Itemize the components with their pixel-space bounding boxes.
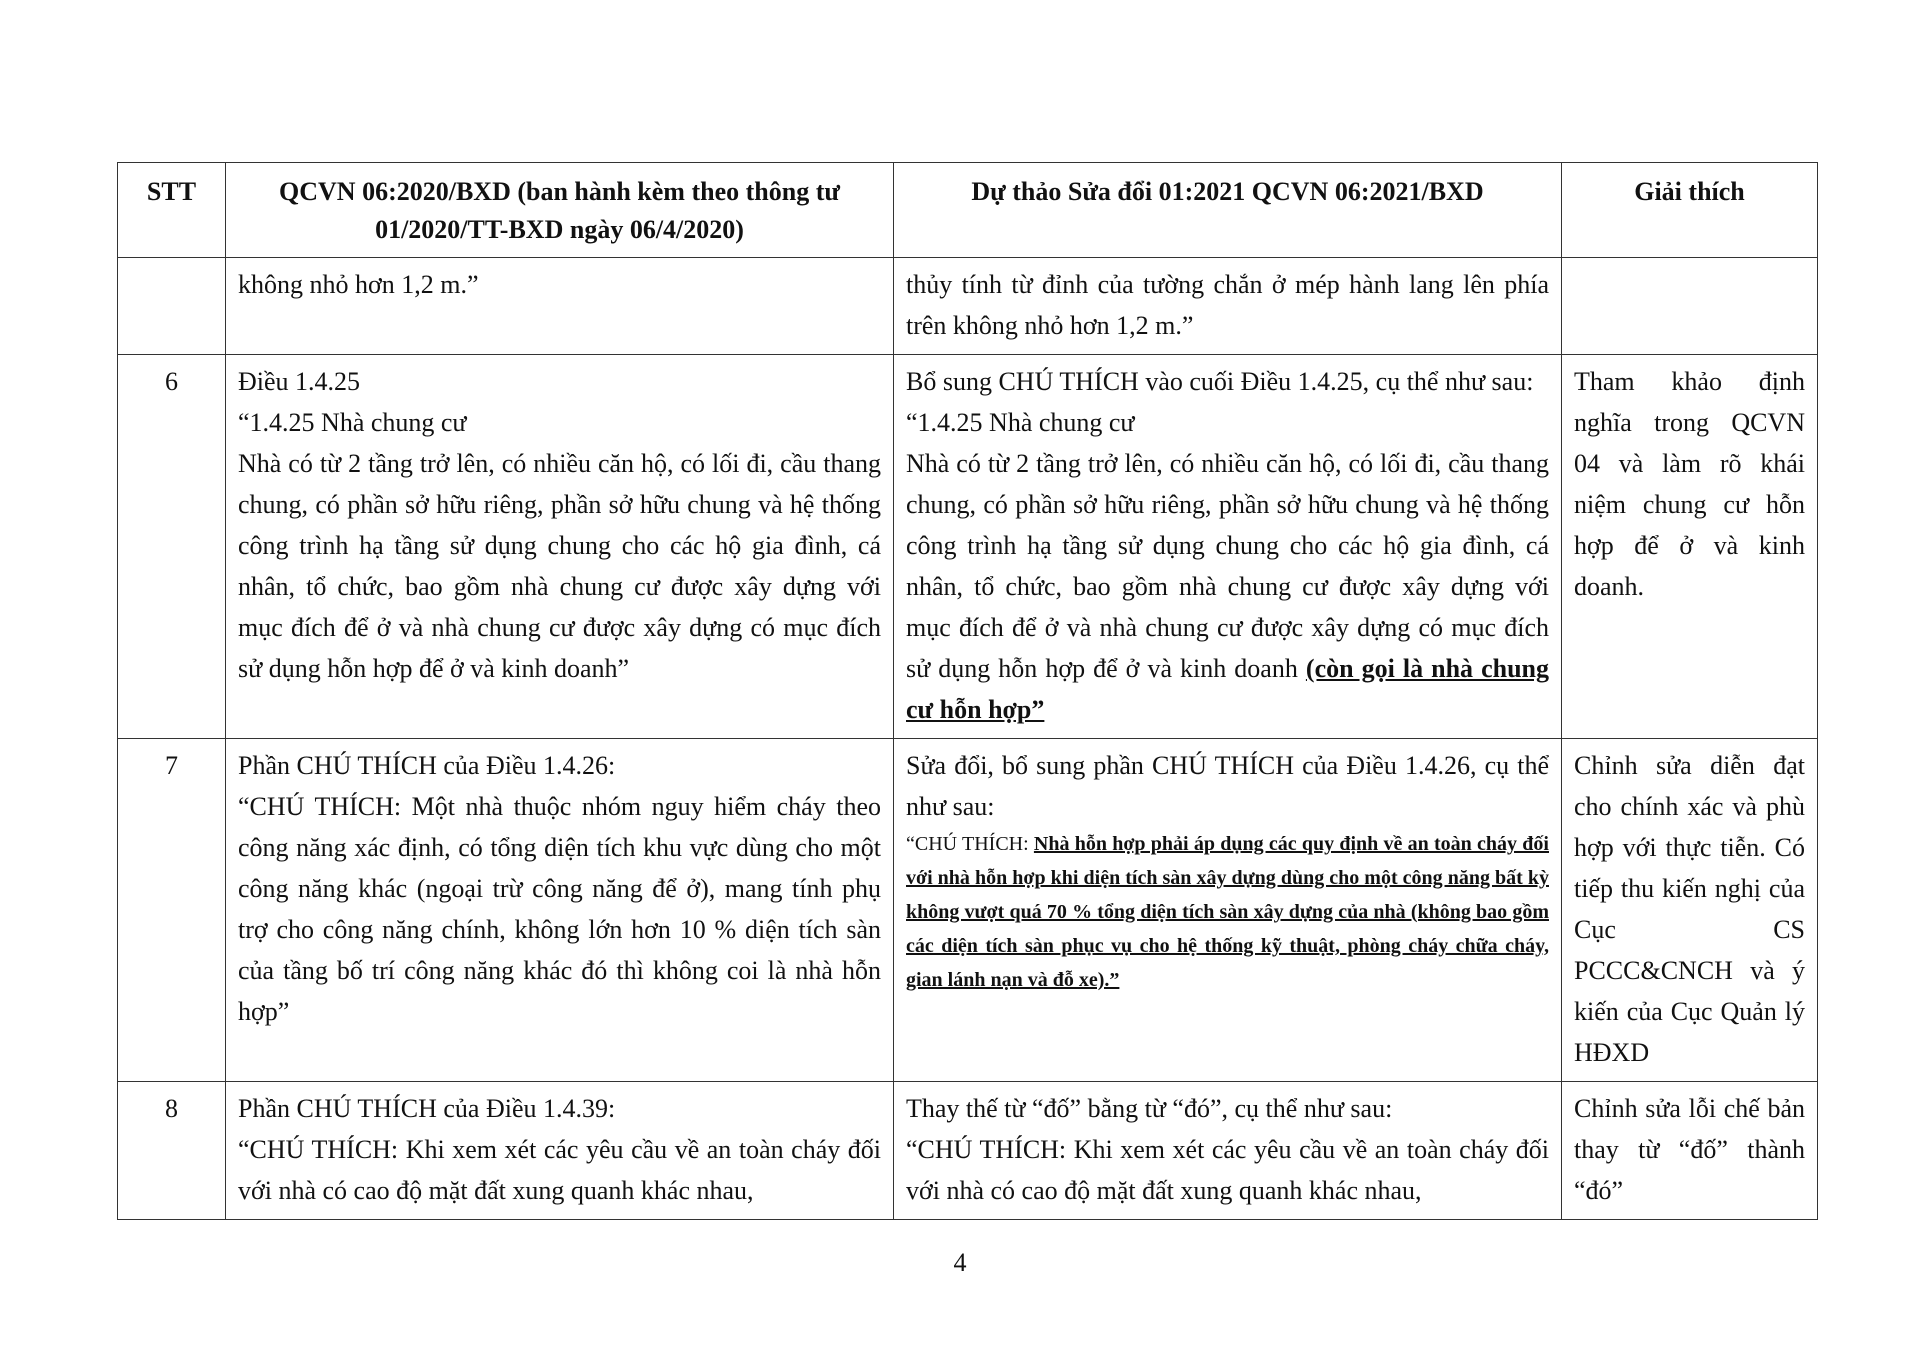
stt-cell <box>118 258 226 355</box>
table-row <box>118 258 1818 355</box>
old-text-cell <box>226 355 894 739</box>
note-cell <box>1562 355 1818 739</box>
note-text: Tham khảo định nghĩa trong QCVN 04 và làm rõ khái niệm chung cư hỗn hợp để ở và kinh doanh. <box>1574 367 1805 601</box>
old-text-cell <box>226 258 894 355</box>
note-cell <box>1562 739 1818 1082</box>
new-text-para <box>906 827 1549 997</box>
old-text-para: không nhỏ hơn 1,2 m.” <box>238 270 479 299</box>
table-header-row <box>118 163 1818 258</box>
stt-cell: 6 <box>118 355 226 739</box>
old-text-para: Phần CHÚ THÍCH của Điều 1.4.39: <box>238 1094 616 1123</box>
new-text-para: thủy tính từ đỉnh của tường chắn ở mép hành lang lên phía trên không nhỏ hơn 1,2 m.” <box>906 270 1549 340</box>
old-text-para: “CHÚ THÍCH: Khi xem xét các yêu cầu về an toàn cháy đối với nhà có cao độ mặt đất xung quanh khác nhau, <box>238 1135 881 1205</box>
table-row <box>118 355 1818 739</box>
note-cell <box>1562 1082 1818 1220</box>
stt-cell: 8 <box>118 1082 226 1220</box>
table-row <box>118 1082 1818 1220</box>
new-text-cell <box>894 739 1562 1082</box>
new-text-para <box>906 443 1549 730</box>
new-text-cell <box>894 355 1562 739</box>
old-text-para: “CHÚ THÍCH: Một nhà thuộc nhóm nguy hiểm cháy theo công năng xác định, có tổng diện tích khu vực dùng cho một công năng khác (ngoại trừ công năng để ở), mang tính phụ trợ cho công năng chính, không lớn hơn 10 % diện tích sàn của tầng bố trí công năng khác đó thì không coi là nhà hỗn hợp” <box>238 792 881 1026</box>
comparison-table <box>117 162 1818 1220</box>
old-text-para: Phần CHÚ THÍCH của Điều 1.4.26: <box>238 751 616 780</box>
new-text-para: “1.4.25 Nhà chung cư <box>906 408 1135 437</box>
old-text-para: Điều 1.4.25 <box>238 367 361 396</box>
new-text-para: Thay thế từ “đố” bằng từ “đó”, cụ thể như sau: <box>906 1094 1393 1123</box>
new-text-para: Bổ sung CHÚ THÍCH vào cuối Điều 1.4.25, cụ thể như sau: <box>906 367 1534 396</box>
table-row <box>118 739 1818 1082</box>
old-text-cell <box>226 739 894 1082</box>
amended-text: (còn gọi là nhà chung cư hỗn hợp” <box>906 654 1550 724</box>
header-draft-amendment: Dự thảo Sửa đổi 01:2021 QCVN 06:2021/BXD <box>894 163 1562 258</box>
note-cell <box>1562 258 1818 355</box>
new-text-para: Sửa đổi, bổ sung phần CHÚ THÍCH của Điều 1.4.26, cụ thể như sau: <box>906 751 1549 821</box>
page-number: 4 <box>953 1248 967 1277</box>
new-text-cell <box>894 1082 1562 1220</box>
amended-text: Nhà hỗn hợp phải áp dụng các quy định về an toàn cháy đối với nhà hỗn hợp khi diện tích sàn xây dựng dùng cho một công năng bất kỳ không vượt quá 70 % tổng diện tích sàn xây dựng của nhà (không bao gồm các diện tích sàn phục vụ cho hệ thống kỹ thuật, phòng cháy chữa cháy, gian lánh nạn và đỗ xe).” <box>906 833 1549 991</box>
header-stt: STT <box>118 163 226 258</box>
old-text-para: Nhà có từ 2 tầng trở lên, có nhiều căn hộ, có lối đi, cầu thang chung, có phần sở hữu riêng, phần sở hữu chung và hệ thống công trình hạ tầng sử dụng chung cho các hộ gia đình, cá nhân, tổ chức, bao gồm nhà chung cư được xây dựng với mục đích để ở và nhà chung cư được xây dựng có mục đích sử dụng hỗn hợp để ở và kinh doanh” <box>238 449 881 683</box>
note-text: Chỉnh sửa diễn đạt cho chính xác và phù hợp với thực tiễn. Có tiếp thu kiến nghị của Cục CS PCCC&CNCH và ý kiến của Cục Quản lý HĐXD <box>1574 751 1805 1067</box>
new-text-body: Nhà có từ 2 tầng trở lên, có nhiều căn hộ, có lối đi, cầu thang chung, có phần sở hữu riêng, phần sở hữu chung và hệ thống công trình hạ tầng sử dụng chung cho các hộ gia đình, cá nhân, tổ chức, bao gồm nhà chung cư được xây dựng với mục đích để ở và nhà chung cư được xây dựng có mục đích sử dụng hỗn hợp để ở và kinh doanh <box>906 449 1549 683</box>
new-text-para: “CHÚ THÍCH: Khi xem xét các yêu cầu về an toàn cháy đối với nhà có cao độ mặt đất xung quanh khác nhau, <box>906 1135 1549 1205</box>
old-text-cell <box>226 1082 894 1220</box>
header-old-regulation: QCVN 06:2020/BXD (ban hành kèm theo thông tư 01/2020/TT-BXD ngày 06/4/2020) <box>226 163 894 258</box>
old-text-para: “1.4.25 Nhà chung cư <box>238 408 467 437</box>
header-explanation: Giải thích <box>1562 163 1818 258</box>
new-text-cell <box>894 258 1562 355</box>
stt-cell: 7 <box>118 739 226 1082</box>
new-text-prefix: “CHÚ THÍCH: <box>906 833 1034 855</box>
note-text: Chỉnh sửa lỗi chế bản thay từ “đố” thành “đó” <box>1574 1094 1805 1205</box>
